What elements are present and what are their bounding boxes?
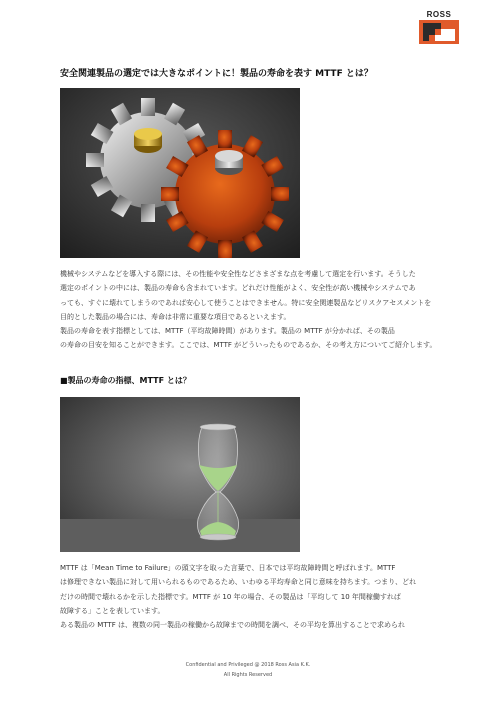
logo-mark [419,20,459,44]
text-line: は修理できない製品に対して用いられるものであるため、いわゆる平均寿命と同じ意味を持ちます。つまり、どれ [60,578,417,587]
article-title: 安全関連製品の選定では大きなポイントに！製品の寿命を表す MTTF とは？ [60,69,373,79]
intro-paragraph [60,267,440,353]
footer-rights: All Rights Reserved [223,672,273,678]
text-line: 選定のポイントの中には、製品の寿命も含まれています。どれだけ性能がよく、安全性が高い機械やシステムであ [60,284,416,293]
text-line: MTTF は「Mean Time to Failure」の頭文字を取った言葉で、日本では平均故障時間と呼ばれます。MTTF [60,564,396,572]
mttf-paragraph [60,561,440,632]
section-heading: ■製品の寿命の指標、MTTF とは？ [60,376,191,385]
text-line: の寿命の目安を知ることができます。ここでは、MTTF がどういったものであるか、その考え方についてご紹介します。 [60,341,437,350]
text-line: ある製品の MTTF は、複数の同一製品の稼働から故障までの時間を調べ、その平均を算出することで求められ [60,621,405,630]
footer-copyright: Confidential and Privileged @ 2018 Ross Asia K.K. [185,662,311,668]
gears-photo [60,88,300,258]
text-line: っても、すぐに壊れてしまうのであれば安心して使うことはできません。特に安全関連製品などリスクアセスメントを [60,298,432,307]
text-line: 故障する」ことを表しています。 [60,606,165,615]
text-line: 目的とした製品の場合には、寿命は非常に重要な項目であるといえます。 [60,312,291,321]
text-line: 機械やシステムなどを導入する際には、その性能や安全性などさまざまな点を考慮して選定を行います。そうした [60,270,416,278]
text-line: だけの時間で壊れるかを示した指標です。MTTF が 10 年の場合、その製品は「平均して 10 年間稼働すれば [60,592,401,601]
logo-text: ROSS [426,10,452,19]
text-line: 製品の寿命を表す指標としては、MTTF（平均故障時間）があります。製品の MTTF が分かれば、その製品 [60,327,395,336]
ross-logo [419,10,459,44]
hourglass-photo [60,397,300,552]
